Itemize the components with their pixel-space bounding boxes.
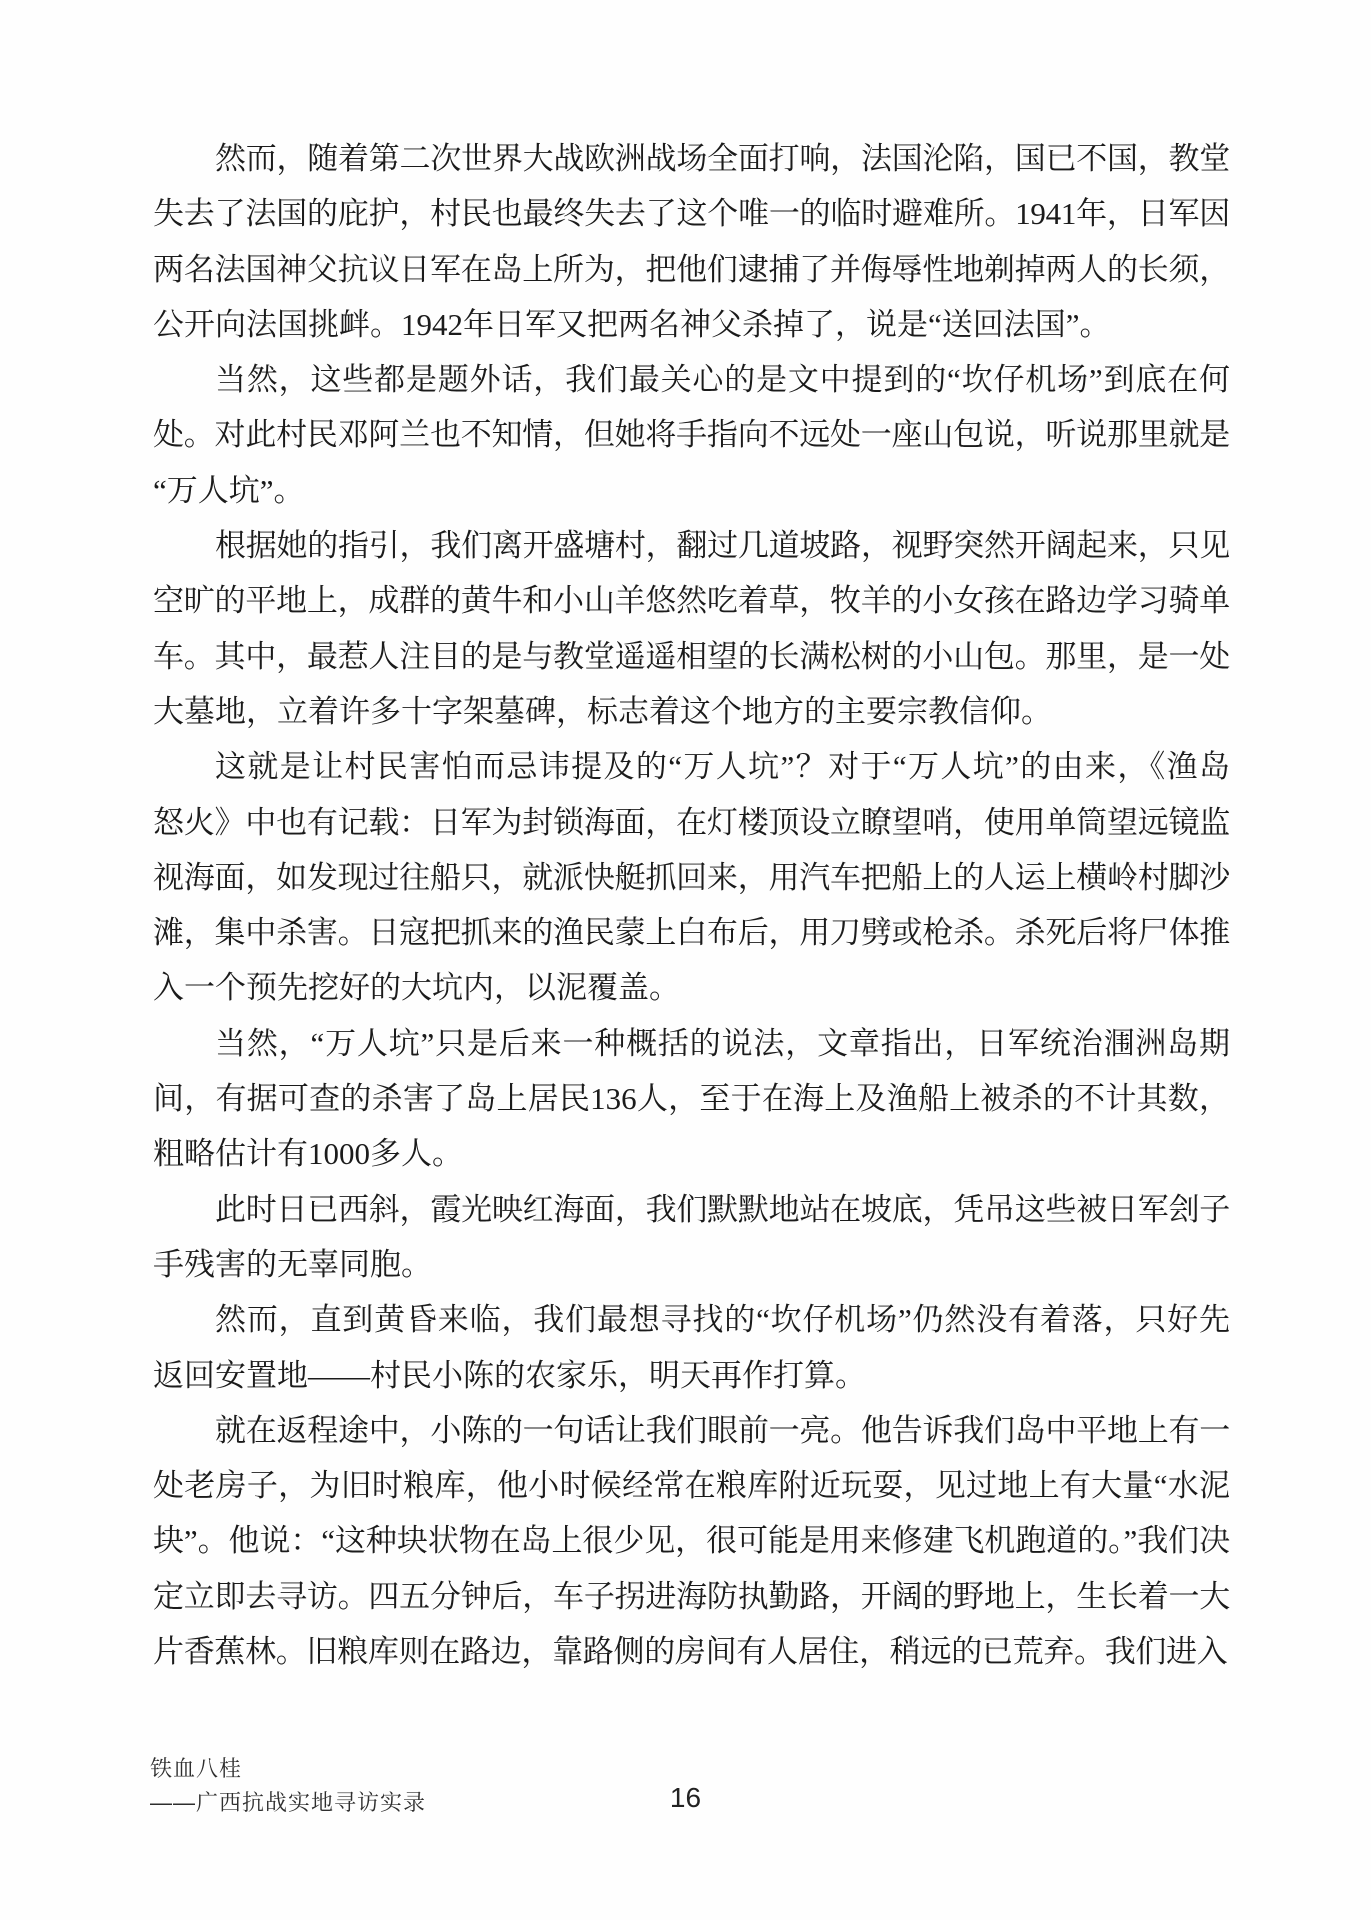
- text-line: 这就是让村民害怕而忌讳提及的“万人坑”？对于“万人坑”的由来，《渔岛: [215, 749, 1230, 785]
- paragraph: [153, 1403, 1230, 1679]
- text-line: 滩，集中杀害。日寇把抓来的渔民蒙上白布后，用刀劈或枪杀。杀死后将尸体推: [153, 915, 1230, 951]
- text-line: 空旷的平地上，成群的黄牛和小山羊悠然吃着草，牧羊的小女孩在路边学习骑单: [153, 583, 1230, 619]
- paragraph: [153, 352, 1230, 518]
- text-line: 就在返程途中，小陈的一句话让我们眼前一亮。他告诉我们岛中平地上有一: [215, 1412, 1230, 1448]
- text-line: 失去了法国的庇护，村民也最终失去了这个唯一的临时避难所。1941年，日军因: [153, 196, 1230, 232]
- book-subtitle: ——广西抗战实地寻访实录: [150, 1790, 427, 1815]
- page-number: 16: [669, 1782, 702, 1813]
- text-line: 车。其中，最惹人注目的是与教堂遥遥相望的长满松树的小山包。那里，是一处: [153, 638, 1230, 674]
- text-line: 入一个预先挖好的大坑内，以泥覆盖。: [153, 970, 680, 1006]
- text-line: 定立即去寻访。四五分钟后，车子拐进海防执勤路，开阔的野地上，生长着一大: [153, 1578, 1230, 1614]
- text-line: 此时日已西斜，霞光映红海面，我们默默地站在坡底，凭吊这些被日军刽子: [215, 1191, 1230, 1227]
- paragraph: [153, 518, 1230, 739]
- text-line: 块”。他说：“这种块状物在岛上很少见，很可能是用来修建飞机跑道的。”我们决: [153, 1523, 1230, 1559]
- text-line: 公开向法国挑衅。1942年日军又把两名神父杀掉了，说是“送回法国”。: [153, 306, 1111, 342]
- text-line: 返回安置地——村民小陈的农家乐，明天再作打算。: [153, 1357, 866, 1393]
- text-line: 间，有据可查的杀害了岛上居民136人，至于在海上及渔船上被杀的不计其数，: [153, 1081, 1230, 1117]
- text-line: 处。对此村民邓阿兰也不知情，但她将手指向不远处一座山包说，听说那里就是: [153, 417, 1230, 453]
- text-line: 手残害的无辜同胞。: [153, 1246, 432, 1282]
- text-line: 片香蕉林。旧粮库则在路边，靠路侧的房间有人居住，稍远的已荒弃。我们进入: [153, 1634, 1228, 1670]
- body-text: [153, 131, 1230, 1679]
- text-line: 根据她的指引，我们离开盛塘村，翻过几道坡路，视野突然开阔起来，只见: [215, 528, 1230, 564]
- paragraph: [153, 1182, 1230, 1293]
- text-line: 视海面，如发现过往船只，就派快艇抓回来，用汽车把船上的人运上横岭村脚沙: [153, 859, 1230, 895]
- paragraph: [153, 131, 1230, 352]
- text-line: 当然，这些都是题外话，我们最关心的是文中提到的“坎仔机场”到底在何: [215, 362, 1230, 398]
- text-line: 当然，“万人坑”只是后来一种概括的说法，文章指出，日军统治涠洲岛期: [215, 1025, 1230, 1061]
- paragraph: [153, 739, 1230, 1015]
- text-line: 粗略估计有1000多人。: [153, 1136, 463, 1172]
- paragraph: [153, 1292, 1230, 1403]
- text-line: 大墓地，立着许多十字架墓碑，标志着这个地方的主要宗教信仰。: [153, 693, 1052, 729]
- paragraph: [153, 1016, 1230, 1182]
- text-line: “万人坑”。: [153, 472, 305, 508]
- text-line: 处老房子，为旧时粮库，他小时候经常在粮库附近玩耍，见过地上有大量“水泥: [153, 1468, 1230, 1504]
- text-line: 怒火》中也有记载：日军为封锁海面，在灯楼顶设立瞭望哨，使用单筒望远镜监: [153, 804, 1230, 840]
- text-line: 两名法国神父抗议日军在岛上所为，把他们逮捕了并侮辱性地剃掉两人的长须，: [153, 251, 1230, 287]
- text-line: 然而，随着第二次世界大战欧洲战场全面打响，法国沦陷，国已不国，教堂: [215, 141, 1230, 176]
- text-line: 然而，直到黄昏来临，我们最想寻找的“坎仔机场”仍然没有着落，只好先: [215, 1302, 1230, 1338]
- book-title: 铁血八桂: [150, 1756, 243, 1781]
